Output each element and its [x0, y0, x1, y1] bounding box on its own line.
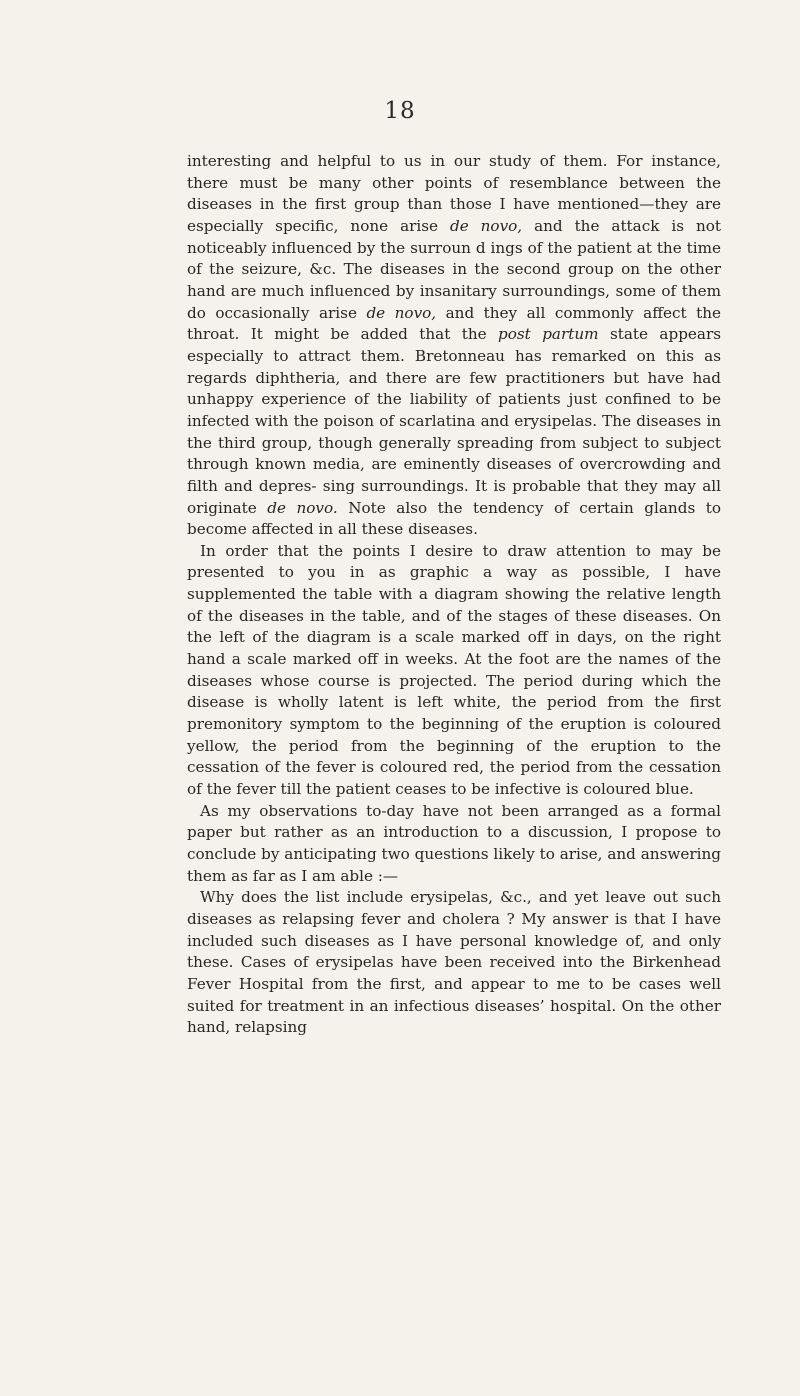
- italic-text: post partum: [498, 325, 599, 344]
- page-number: 18: [384, 98, 416, 124]
- paragraph: [187, 151, 721, 541]
- body-text: [187, 151, 721, 1039]
- italic-text: de novo.: [267, 498, 338, 517]
- text-run: In order that the points I desire to draw attention to may be presented to you in as graphic a way as possible, I have supplemented the table with a diagram showing the relative length of the diseases in the table, and of the stages of these diseases. On the left of the diagram is a scale marked off in days, on the right hand a scale marked off in weeks. At the foot are the names of the diseases whose course is projected. The period during which the disease is wholly latent is left white, the period from the first premonitory symptom to the beginning of the eruption is coloured yellow, the period from the beginning of the eruption to the cessation of the fever is coloured red, the period from the cessation of the fever till the patient ceases to be infective is coloured blue.: [187, 541, 721, 799]
- text-run: and the attack is not noticeably influenced by the surroun d ings of the patient at the time of the seizure, &c. The diseases in the second group on the other hand are much influenced by insanitary surroundings, some of them do occasionally arise: [187, 216, 721, 322]
- text-run: and they all commonly affect the throat. It might be added that the: [187, 303, 721, 344]
- text-run: Why does the list include erysipelas, &c., and yet leave out such diseases as relapsing fever and cholera ? My answer is that I have included such diseases as I have personal knowledge of, and only these. Cases of erysipelas have been received into the Birkenhead Fever Hospital from the first, and appear to me to be cases well suited for treatment in an infectious diseases’ hospital. On the other hand, relapsing: [187, 888, 721, 1037]
- paragraph: [187, 541, 721, 801]
- text-run: As my observations to-day have not been arranged as a formal paper but rather as an introduction to a discussion, I propose to conclude by anticipating two questions likely to arise, and answering them as far as I am able :—: [187, 801, 721, 885]
- paragraph: [187, 887, 721, 1039]
- text-run: state appears especially to attract them. Bretonneau has remarked on this as regards diphtheria, and there are few practitioners but have had unhappy experience of the liability of patients just confined to be infected with the poison of scarlatina and erysipelas. The diseases in the third group, though generally spreading from subject to subject through known media, are eminently diseases of overcrowding and filth and depres- sing surroundings. It is probable that they may all originate: [187, 325, 722, 517]
- italic-text: de novo,: [366, 303, 437, 322]
- italic-text: de novo,: [449, 216, 523, 235]
- text-run: Note also the tendency of certain glands to become affected in all these diseases.: [187, 498, 721, 539]
- paragraph: [187, 801, 721, 888]
- text-run: interesting and helpful to us in our study of them. For instance, there must be many other points of resemblance between the diseases in the first group than those I have mentioned—they are especially specific, none arise: [187, 152, 721, 235]
